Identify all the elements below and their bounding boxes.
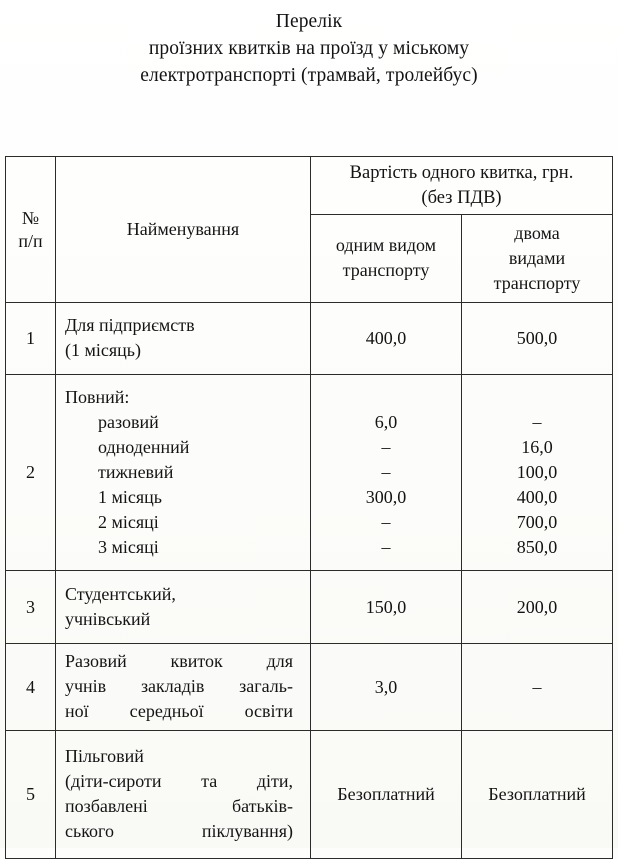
word: для xyxy=(266,651,293,671)
row-index: 3 xyxy=(6,571,56,644)
header-two-modes xyxy=(462,215,613,303)
row-value-two-modes xyxy=(462,731,613,859)
value-line: 300,0 xyxy=(365,487,407,507)
header-number xyxy=(6,157,56,303)
word: піклування) xyxy=(201,821,293,841)
header-cost-line-2: (без ПДВ) xyxy=(421,188,502,208)
row-index: 1 xyxy=(6,303,56,375)
word: ної xyxy=(65,701,89,721)
row-name-line xyxy=(65,769,293,794)
word: учнів xyxy=(65,676,107,696)
word: (діти-сироти xyxy=(65,771,162,791)
value-line: Безоплатний xyxy=(337,784,435,804)
word: ського xyxy=(65,821,114,841)
header-two-modes-line-3: транспорту xyxy=(493,272,581,293)
value-line: 16,0 xyxy=(521,437,553,457)
title-line-1: Перелік xyxy=(275,11,343,32)
row-name-line xyxy=(65,649,293,674)
table-head xyxy=(6,157,613,303)
row-value-two-modes xyxy=(462,303,613,375)
table-header-row-1 xyxy=(6,157,613,215)
row-name-line: (1 місяць) xyxy=(65,340,141,360)
row-value-two-modes xyxy=(462,375,613,571)
row-name-line: одноденний xyxy=(98,436,190,457)
header-one-mode-line-2: транспорту xyxy=(342,260,430,280)
word: квиток xyxy=(170,651,223,671)
word: позбавлені xyxy=(65,796,148,816)
value-line: Безоплатний xyxy=(488,784,586,804)
row-index: 2 xyxy=(6,375,56,571)
value-line: – xyxy=(532,412,542,432)
row-index: 5 xyxy=(6,731,56,859)
word: діти, xyxy=(256,771,293,791)
header-name: Найменування xyxy=(56,157,311,303)
value-line: 500,0 xyxy=(516,328,558,348)
title-line-2: проїзних квитків на проїзд у міському xyxy=(148,38,470,59)
value-line: – xyxy=(381,437,391,457)
value-line: 400,0 xyxy=(365,328,407,348)
table-body xyxy=(6,303,613,859)
row-name xyxy=(56,731,311,859)
row-value-one-mode xyxy=(311,571,462,644)
header-one-mode-line-1: одним видом xyxy=(335,235,437,255)
value-line: – xyxy=(381,462,391,482)
row-name-line: 2 місяці xyxy=(98,511,159,532)
row-name xyxy=(56,375,311,571)
row-name-line: разовий xyxy=(98,411,159,432)
word: середньої xyxy=(129,701,204,721)
header-cost xyxy=(311,157,613,215)
row-name xyxy=(56,303,311,375)
value-spacer xyxy=(311,385,461,410)
row-value-one-mode xyxy=(311,375,462,571)
row-name-line: Для підприємств xyxy=(65,315,195,335)
table-row xyxy=(6,731,613,859)
value-line: 400,0 xyxy=(516,487,558,507)
word: освіти xyxy=(244,701,293,721)
table-row xyxy=(6,644,613,731)
row-name-line xyxy=(65,794,293,819)
row-value-one-mode xyxy=(311,731,462,859)
row-name-line: 1 місяць xyxy=(98,486,163,507)
row-value-two-modes xyxy=(462,644,613,731)
row-value-one-mode xyxy=(311,303,462,375)
value-line: 150,0 xyxy=(365,596,407,617)
row-name-line xyxy=(65,699,293,724)
value-line: 200,0 xyxy=(516,596,558,617)
value-line: 6,0 xyxy=(374,412,398,432)
row-name-line xyxy=(65,819,293,844)
title-line-3: електротранспорті (трамвай, тролейбус) xyxy=(140,65,478,86)
word: загаль- xyxy=(239,676,293,696)
header-one-mode xyxy=(311,215,462,303)
row-name-line: 3 місяці xyxy=(98,536,159,557)
row-name-line: учнівський xyxy=(65,608,151,629)
value-line: – xyxy=(381,537,391,557)
table-row xyxy=(6,375,613,571)
header-two-modes-line-2: видами xyxy=(508,247,566,268)
value-spacer xyxy=(462,385,612,410)
row-name-line: Повний: xyxy=(65,386,130,407)
row-index: 4 xyxy=(6,644,56,731)
value-line: 700,0 xyxy=(516,512,558,532)
row-name-line: Пільговий xyxy=(65,746,144,766)
table-row xyxy=(6,303,613,375)
row-name xyxy=(56,644,311,731)
row-name xyxy=(56,571,311,644)
header-number-line-1: № xyxy=(21,207,40,228)
tariff-table xyxy=(5,156,613,859)
tariff-table-container xyxy=(5,156,612,845)
word: та xyxy=(201,771,218,791)
row-name-line: тижневий xyxy=(98,461,174,482)
page-title xyxy=(0,8,618,89)
value-line: – xyxy=(532,676,542,697)
header-number-line-2: п/п xyxy=(18,230,43,251)
header-two-modes-line-1: двома xyxy=(514,222,560,243)
value-line: 100,0 xyxy=(516,462,558,482)
value-line: 3,0 xyxy=(374,676,398,697)
header-cost-line-1: Вартість одного квитка, грн. xyxy=(349,163,574,183)
table-row xyxy=(6,571,613,644)
word: батьків- xyxy=(232,796,293,816)
word: закладів xyxy=(140,676,205,696)
row-name-line xyxy=(65,674,293,699)
row-value-two-modes xyxy=(462,571,613,644)
value-line: 850,0 xyxy=(516,537,558,557)
word: Разовий xyxy=(65,651,127,671)
row-name-line: Студентський, xyxy=(65,583,176,604)
row-value-one-mode xyxy=(311,644,462,731)
value-line: – xyxy=(381,512,391,532)
